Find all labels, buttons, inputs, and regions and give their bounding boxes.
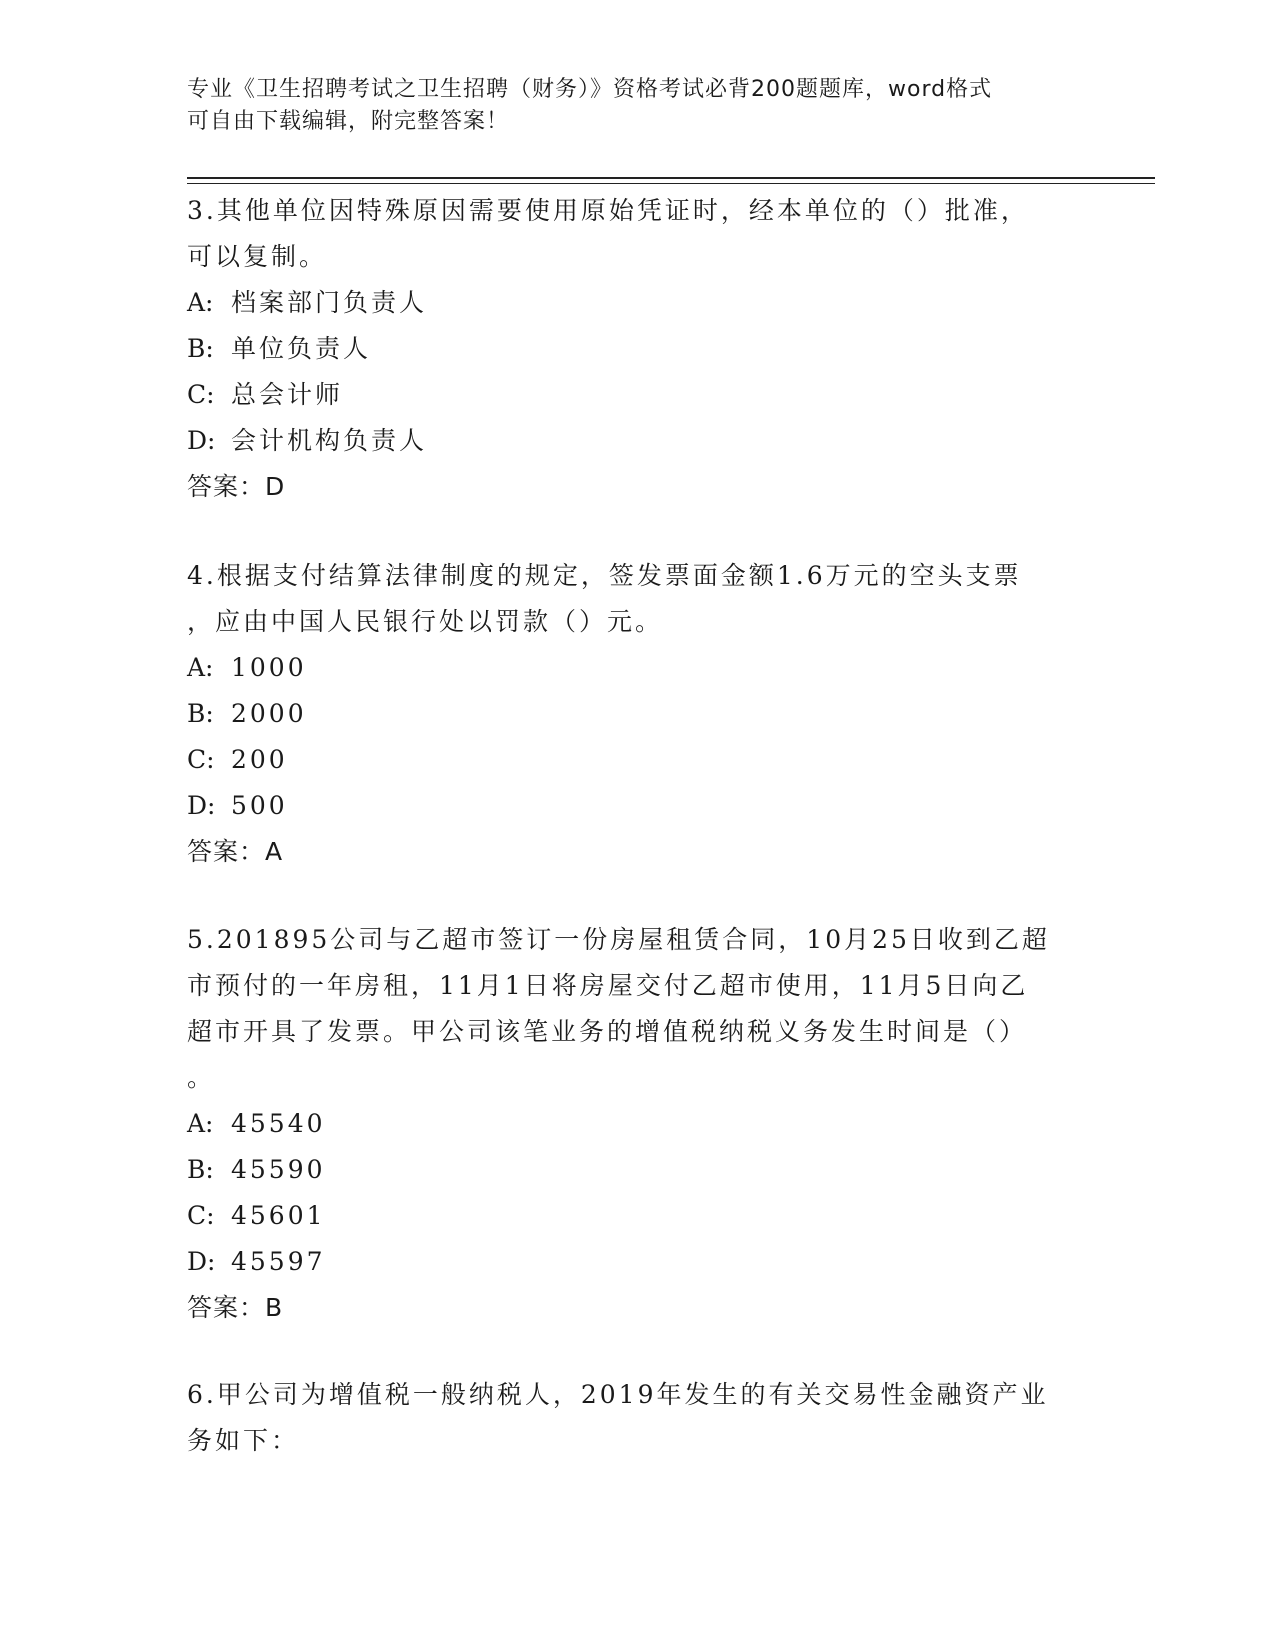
option-d — [187, 418, 1087, 464]
question-text-line: 4.根据支付结算法律制度的规定，签发票面金额1.6万元的空头支票 — [187, 561, 1022, 590]
question-text-line: 。 — [187, 1063, 216, 1092]
question-5 — [187, 917, 1087, 1331]
option-key: D: — [187, 1247, 216, 1276]
option-d — [187, 1239, 1087, 1285]
option-text: 500 — [231, 791, 288, 820]
question-text-line: 超市开具了发票。甲公司该笔业务的增值税纳税义务发生时间是（） — [187, 1017, 1028, 1046]
question-text-line: 6.甲公司为增值税一般纳税人，2019年发生的有关交易性金融资产业 — [187, 1380, 1049, 1409]
option-text: 总会计师 — [231, 380, 344, 409]
option-c — [187, 372, 1087, 418]
option-key: B: — [187, 1155, 214, 1184]
option-b — [187, 326, 1087, 372]
option-key: D: — [187, 426, 216, 455]
header-divider-thin — [187, 183, 1155, 184]
option-key: C: — [187, 745, 215, 774]
question-6 — [187, 1372, 1087, 1464]
option-b — [187, 1147, 1087, 1193]
question-text-line: 务如下： — [187, 1426, 300, 1455]
option-key: C: — [187, 1201, 215, 1230]
option-d — [187, 783, 1087, 829]
option-text: 45540 — [231, 1109, 326, 1138]
option-text: 2000 — [231, 699, 307, 728]
option-text: 200 — [231, 745, 288, 774]
option-text: 会计机构负责人 — [231, 426, 428, 455]
option-text: 45590 — [231, 1155, 326, 1184]
option-text: 单位负责人 — [231, 334, 372, 363]
header-divider-thick — [187, 177, 1155, 179]
document-header — [187, 74, 1067, 138]
option-key: B: — [187, 334, 214, 363]
header-line-2: 可自由下载编辑，附完整答案！ — [187, 109, 510, 134]
option-key: D: — [187, 791, 216, 820]
option-key: B: — [187, 699, 214, 728]
option-key: A: — [187, 1109, 214, 1138]
option-a — [187, 280, 1087, 326]
answer-line: 答案：B — [187, 1293, 284, 1322]
option-text: 45597 — [231, 1247, 326, 1276]
option-c — [187, 1193, 1087, 1239]
option-key: C: — [187, 380, 215, 409]
option-text: 档案部门负责人 — [231, 288, 428, 317]
option-text: 45601 — [231, 1201, 326, 1230]
question-4 — [187, 553, 1087, 875]
header-line-1: 专业《卫生招聘考试之卫生招聘（财务）》资格考试必背200题题库，word格式 — [187, 77, 993, 102]
option-key: A: — [187, 653, 214, 682]
question-text-line: 3.其他单位因特殊原因需要使用原始凭证时，经本单位的（）批准， — [187, 196, 1029, 225]
answer-line: 答案：D — [187, 472, 286, 501]
option-text: 1000 — [231, 653, 307, 682]
option-c — [187, 737, 1087, 783]
question-text-line: ，应由中国人民银行处以罚款（）元。 — [187, 607, 664, 636]
option-a — [187, 645, 1087, 691]
option-a — [187, 1101, 1087, 1147]
answer-line: 答案：A — [187, 837, 284, 866]
option-b — [187, 691, 1087, 737]
question-text-line: 5.201895公司与乙超市签订一份房屋租赁合同，10月25日收到乙超 — [187, 925, 1050, 954]
option-key: A: — [187, 288, 214, 317]
question-text-line: 市预付的一年房租，11月1日将房屋交付乙超市使用，11月5日向乙 — [187, 971, 1029, 1000]
question-3 — [187, 188, 1087, 510]
question-text-line: 可以复制。 — [187, 242, 328, 271]
